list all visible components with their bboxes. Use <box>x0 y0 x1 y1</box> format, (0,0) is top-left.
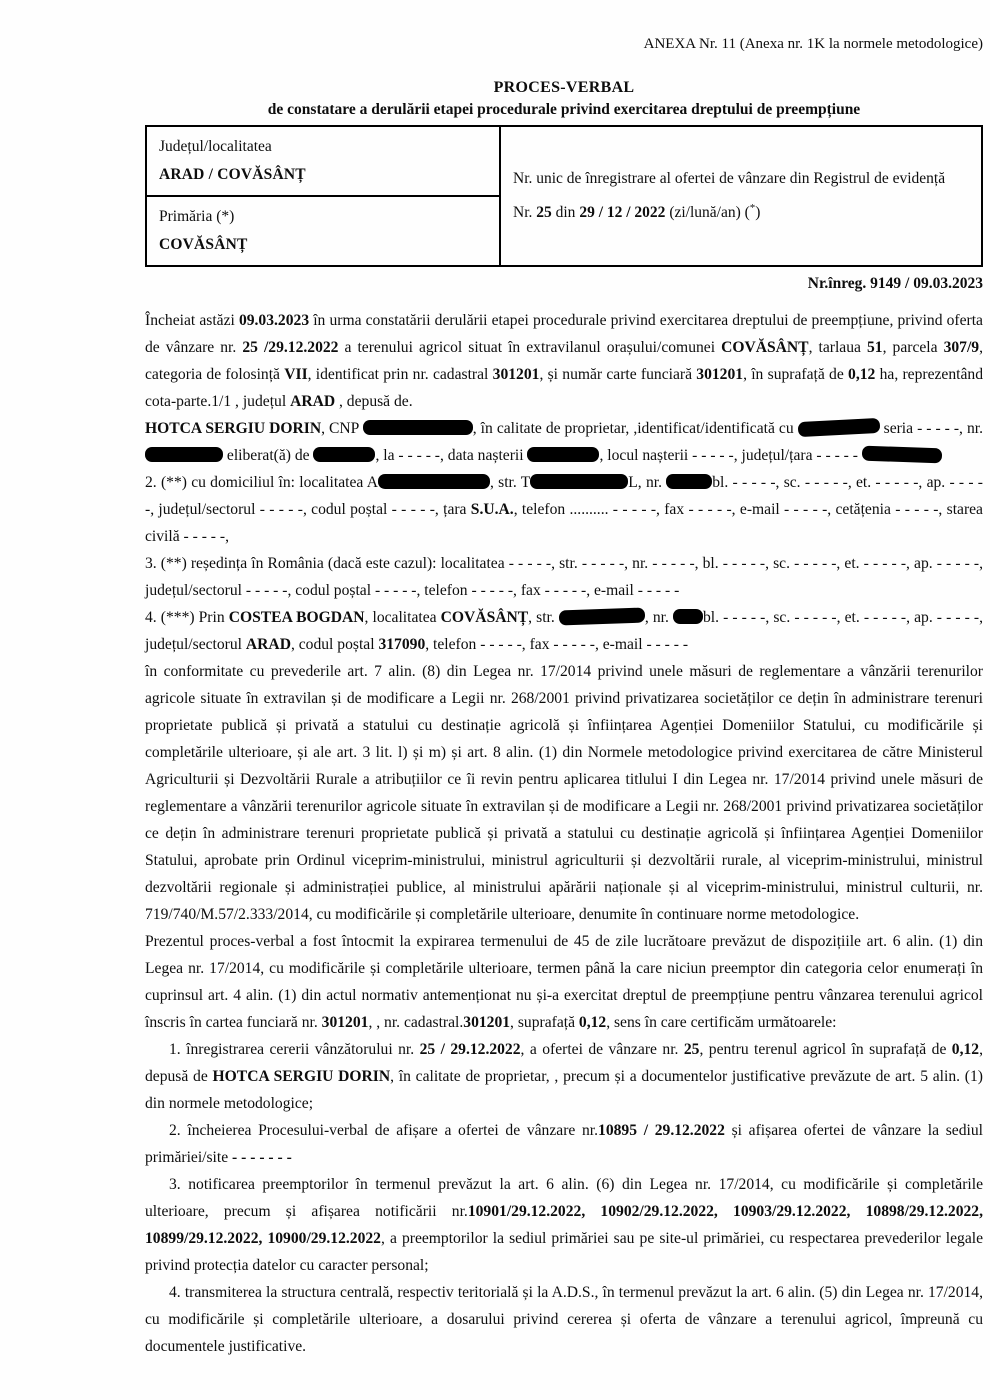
bold-text-segment: S.U.A. <box>470 501 514 518</box>
text-segment: 2. (**) cu domiciliul în: localitatea A <box>145 474 378 491</box>
text-segment: 1. înregistrarea cererii vânzătorului nr. <box>169 1041 420 1058</box>
bold-text-segment: 0,12 <box>951 1041 980 1058</box>
bold-text-segment: HOTCA SERGIU DORIN <box>145 420 322 437</box>
text-segment: Prezentul proces-verbal a fost întocmit la expirarea termenului de 45 de zile lucrătoare prevăzut de dispozițiile art. 6 alin. (1) din Legea nr. 17/2014, cu modificările și completările ulterioare, termen până la care niciun preemptor din categoria celor enumerați în cuprinsul art. 4 alin. (1) din actul normativ antemenționat nu și-a exercitat dreptul de preempțiune pentru vânzarea terenului agricol înscris în cartea funciară nr. <box>145 933 983 1031</box>
text-segment: , suprafață <box>510 1014 579 1031</box>
document-subtitle: de constatare a derulării etapei procedurale privind exercitarea dreptului de preempțiune <box>267 101 861 118</box>
bold-text-segment: HOTCA SERGIU DORIN <box>212 1068 391 1085</box>
text-segment: , la - - - - -, data nașterii <box>375 447 528 464</box>
redaction-box <box>797 418 880 437</box>
text-segment: seria - - - - -, nr. <box>879 420 983 437</box>
item-2-paragraph <box>145 1117 983 1171</box>
item-4-paragraph <box>145 1279 983 1360</box>
resedinta-paragraph <box>145 550 983 604</box>
domiciliu-paragraph <box>145 469 983 550</box>
text-segment: , telefon .......... - - - - -, fax - - - - -, e-mail - - - - -, cetățenia - - - - -, starea civilă - - - - -, <box>145 501 983 545</box>
bold-text-segment: 25 <box>683 1041 700 1058</box>
registry-note: Nr.înreg. 9149 / 09.03.2023 <box>807 275 983 292</box>
text-segment: , în calitate de proprietar, , precum și a documentelor justificative prevăzute de art. 5 alin. (1) din normele metodologice; <box>145 1068 983 1112</box>
item-1-paragraph <box>145 1036 983 1117</box>
text-segment: , parcela <box>882 339 944 356</box>
bold-text-segment: 301201 <box>696 366 744 383</box>
bold-text-segment: 10901/29.12.2022, 10902/29.12.2022, 10903/29.12.2022, 10898/29.12.2022, 10899/29.12.2022, 10900/29.12.2022 <box>145 1203 983 1247</box>
text-segment: 2. încheierea Procesului-verbal de afișare a ofertei de vânzare nr. <box>169 1122 599 1139</box>
text-segment: , categoria de folosință <box>145 339 984 383</box>
redaction-box <box>530 474 628 489</box>
county-value: ARAD / COVĂSÂNȚ <box>159 166 306 183</box>
text-segment: , codul poștal <box>290 636 379 653</box>
header-table <box>145 125 983 267</box>
cityhall-label: Primăria (*) <box>159 208 235 225</box>
text-segment: , și număr carte funciară <box>539 366 697 383</box>
document-body <box>145 307 983 1360</box>
text-segment: bl. - - - - -, sc. - - - - -, et. - - - - -, ap. - - - - -, județul/sectorul <box>145 609 983 653</box>
redaction-box <box>313 447 375 462</box>
text-segment: , telefon - - - - -, fax - - - - -, e-mail - - - - - <box>425 636 689 653</box>
text-segment: , nr. <box>644 609 673 626</box>
cityhall-cell <box>146 196 500 266</box>
text-segment: , sens în care certificăm următoarele: <box>606 1014 837 1031</box>
incheiat-paragraph <box>145 307 983 415</box>
text-segment: și afișarea ofertei de vânzare la sediul primăriei/site <box>145 1122 983 1166</box>
bold-text-segment: 301201 <box>321 1014 369 1031</box>
bold-text-segment: ARAD <box>245 636 291 653</box>
text-segment: , în calitate de proprietar, ,identificat/identificată cu <box>472 420 798 437</box>
bold-text-segment: 10895 / 29.12.2022 <box>598 1122 725 1139</box>
bold-text-segment: 25 / 29.12.2022 <box>419 1041 521 1058</box>
text-segment: L, nr. <box>628 474 667 491</box>
text-segment: 4. (***) Prin <box>145 609 229 626</box>
text-segment: , CNP <box>321 420 363 437</box>
text-segment: (zi/lună/an) ( <box>665 204 750 222</box>
bold-text-segment: 301201 <box>492 366 540 383</box>
text-segment: , a ofertei de vânzare nr. <box>520 1041 684 1058</box>
bold-text-segment: 25 /29.12.2022 <box>242 339 339 356</box>
bold-text-segment: COVĂSÂNȚ <box>440 609 529 626</box>
bold-text-segment: 09.03.2023 <box>238 312 310 329</box>
redaction-box <box>673 609 703 624</box>
text-segment: ha, reprezentând cota-parte.1/1 , județul <box>145 366 983 410</box>
text-segment: Nr. <box>513 204 537 222</box>
cityhall-value: COVĂSÂNȚ <box>159 236 248 253</box>
redaction-box <box>363 420 473 435</box>
bold-text-segment: 0,12 <box>578 1014 607 1031</box>
text-segment: , localitatea <box>364 609 441 626</box>
text-segment: 3. (**) reședința în România (dacă este cazul): localitatea - - - - -, str. - - - - -, nr. - - - - -, bl. - - - - -, sc. - - - - -, et. - - - - -, ap. - - - - -, județul/sectorul - - - - -, codul poștal - - - - -, telefon - - - - -, fax - - - - -, e-mail - - - - - <box>145 555 983 599</box>
item-3-paragraph <box>145 1171 983 1279</box>
text-segment: , pentru terenul agricol în suprafață de <box>699 1041 952 1058</box>
bold-text-segment: 51 <box>867 339 883 356</box>
text-segment: din <box>551 204 580 222</box>
redaction-box <box>378 474 490 489</box>
text-segment: , depusă de. <box>335 393 413 410</box>
prezentul-paragraph <box>145 928 983 1036</box>
redaction-box <box>559 608 645 626</box>
redaction-box <box>862 446 942 464</box>
bold-text-segment: 25 <box>536 204 552 222</box>
bold-text-segment: 307/9 <box>943 339 980 356</box>
bold-text-segment: ARAD <box>290 393 336 410</box>
text-segment: * <box>749 202 756 215</box>
text-segment: , , nr. cadastral. <box>368 1014 464 1031</box>
text-segment: Încheiat astăzi <box>145 312 239 329</box>
conformitate-paragraph <box>145 658 983 928</box>
bold-text-segment: 317090 <box>378 636 426 653</box>
bold-text-segment: 29 / 12 / 2022 <box>579 204 666 222</box>
bold-text-segment: 0,12 <box>848 366 876 383</box>
bold-text-segment: COSTEA BOGDAN <box>228 609 365 626</box>
text-segment: bl. - - - - -, sc. - - - - -, et. - - - - -, ap. - - - - -, județul/sectorul - - - - -, codul poștal - - - - -, țara <box>145 474 983 518</box>
text-segment: în urma constatării derulării etapei procedurale privind exercitarea dreptului de preempțiune, privind oferta de vânzare nr. <box>145 312 983 356</box>
bold-text-segment: 301201 <box>463 1014 511 1031</box>
text-segment: în conformitate cu prevederile art. 7 alin. (8) din Legea nr. 17/2014 privind unele măsuri de reglementare a vânzării terenurilor agricole situate în extravilan și de modificare a Legii nr. 268/2001 privind privatizarea societăților ce dețin în administrare terenuri proprietate publică și privată a statului cu destinație agricolă și înființarea Agenției Domeniilor Statului, cu modificările și completările ulterioare, și ale art. 3 lit. l) și m) și art. 8 alin. (1) din Normele metodologice privind exercitarea de către Ministerul Agriculturii și Dezvoltării Rurale a atribuțiilor ce îi revin pentru aplicarea titlului I din Legea nr. 17/2014 privind unele măsuri de reglementare a vânzării terenurilor agricole situate în extravilan și de modificare a Legii nr. 268/2001 privind privatizarea societăților ce dețin în administrare terenuri proprietate publică și privată a statului cu destinație agricolă și înființarea Agenției Domeniilor Statului, aprobate prin Ordinul viceprim-ministrului, ministrul agriculturii și dezvoltării rurale, al viceprim-ministrului, ministrul dezvoltării regionale și administrației publice, al ministrului apărării naționale și al viceprim-ministrului, ministrul culturii, nr. 719/740/M.57/2.333/2014, cu modificările și completările ulterioare, denumite în continuare norme metodologice. <box>145 663 983 923</box>
text-segment: ) <box>755 204 761 222</box>
text-segment: a terenului agricol situat în extravilanul orașului/comunei <box>338 339 722 356</box>
registration-cell <box>500 126 982 266</box>
county-cell <box>146 126 500 196</box>
text-segment: 3. notificarea preemptorilor în termenul prevăzut la art. 6 alin. (6) din Legea nr. 17/2014, cu modificările și completările ulterioare, precum și afișarea notificării nr. <box>145 1176 983 1220</box>
text-segment: , str. T <box>489 474 531 491</box>
document-title: PROCES-VERBAL <box>493 79 635 96</box>
header-table-row-county <box>146 126 982 196</box>
text-segment: , str. <box>528 609 559 626</box>
text-segment: 4. transmiterea la structura centrală, respectiv teritorială și la A.D.S., în termenul prevăzut la art. 6 alin. (5) din Legea nr. 17/2014, cu modificările și completările ulterioare, a dosarului privind cererea și oferta de vânzare a terenului agricol, împreună cu documentele justificative. <box>145 1284 983 1355</box>
text-segment: , locul nașterii - - - - -, județul/țara - - - - - <box>599 447 862 464</box>
redaction-box <box>145 447 223 462</box>
text-segment: , depusă de <box>145 1041 983 1085</box>
registration-label: Nr. unic de înregistrare al ofertei de vânzare din Registrul de evidență <box>513 170 946 188</box>
imputernicit-paragraph <box>145 604 983 658</box>
text-segment: , tarlaua <box>808 339 867 356</box>
proprietar-paragraph <box>145 415 983 469</box>
annex-reference: ANEXA Nr. 11 (Anexa nr. 1K la normele metodologice) <box>643 36 983 52</box>
bold-text-segment: VII <box>284 366 308 383</box>
text-segment: , a preemptorilor la sediul primăriei sau pe site-ul primăriei, cu respectarea prevederilor legale privind protecția datelor cu caracter personal; <box>145 1230 984 1274</box>
redaction-box <box>666 474 712 489</box>
text-segment: , identificat prin nr. cadastral <box>307 366 493 383</box>
text-segment: eliberat(ă) de <box>223 447 314 464</box>
registration-number <box>513 194 969 227</box>
bold-text-segment: - - - - - - - <box>232 1149 292 1166</box>
bold-text-segment: COVĂSÂNȚ <box>721 339 809 356</box>
text-segment: , în suprafață de <box>743 366 849 383</box>
county-label: Județul/localitatea <box>159 138 272 155</box>
redaction-box <box>527 447 599 462</box>
